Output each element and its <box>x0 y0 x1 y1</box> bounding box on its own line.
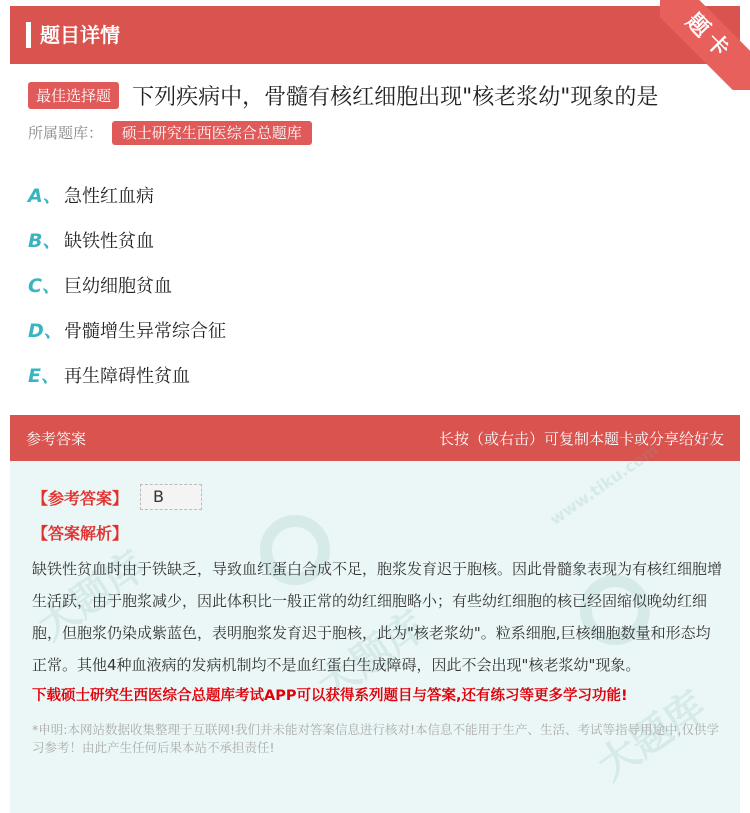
analysis-label: 【答案解析】 <box>32 524 129 543</box>
answer-header-title: 参考答案 <box>26 429 87 448</box>
share-hint: 长按（或右击）可复制本题卡或分享给好友 <box>438 429 724 448</box>
question-text: 下列疾病中，骨髓有核红细胞出现"核老浆幼"现象的是 <box>132 85 659 110</box>
option-letter: C、 <box>28 275 61 297</box>
bank-label: 所属题库： <box>28 124 104 142</box>
option-d[interactable] <box>28 307 728 352</box>
option-e[interactable] <box>28 352 728 397</box>
page-title: 题目详情 <box>40 23 120 47</box>
question-type-tag: 最佳选择题 <box>28 82 119 109</box>
header-bar <box>10 6 740 64</box>
watermark-domain: www.tiku.com <box>546 440 662 529</box>
option-letter: B、 <box>28 230 62 252</box>
option-text: 骨髓增生异常综合征 <box>64 320 226 342</box>
analysis-text: 缺铁性贫血时由于铁缺乏，导致血红蛋白合成不足，胞浆发育迟于胞核。因此骨髓象表现为有核红细胞增生活跃，由于胞浆减少，因此体积比一般正常的幼红细胞略小；有些幼红细胞的核已经固缩似晚幼红细胞，但胞浆仍染成紫蓝色，表明胞浆发育迟于胞核，此为"核老浆幼"。粒系细胞,巨核细胞数量和形态均正常。其他4种血液病的发病机制均不是血红蛋白生成障碍，因此不会出现"核老浆幼"现象。 <box>32 560 723 674</box>
options-list <box>28 172 728 397</box>
option-c[interactable] <box>28 262 728 307</box>
app-download-link[interactable]: 下载硕士研究生西医综合总题库考试APP可以获得系列题目与答案,还有练习等更多学习功能! <box>32 688 628 704</box>
answer-header <box>10 415 740 461</box>
watermark-text: 大题库 <box>29 543 155 650</box>
question-bank <box>28 120 312 146</box>
reference-answer-value: B <box>140 484 202 510</box>
option-b[interactable] <box>28 217 728 262</box>
header-accent <box>26 22 31 48</box>
option-text: 缺铁性贫血 <box>64 230 154 252</box>
option-letter: E、 <box>28 365 60 387</box>
corner-ribbon <box>660 0 750 90</box>
option-letter: D、 <box>28 320 63 342</box>
option-text: 巨幼细胞贫血 <box>64 275 172 297</box>
question <box>28 80 728 111</box>
reference-answer <box>32 483 718 511</box>
answer-panel <box>10 415 740 813</box>
reference-answer-label: 【参考答案】 <box>32 488 129 508</box>
watermark-text: 大题库 <box>589 683 715 790</box>
disclaimer: *申明:本网站数据收集整理于互联网!我们并未能对答案信息进行核对!本信息不能用于生产、生活、考试等指导用途中,仅供学习参考！由此产生任何后果本站不承担责任! <box>32 722 719 755</box>
option-text: 急性红血病 <box>64 185 154 207</box>
option-text: 再生障碍性贫血 <box>64 365 190 387</box>
bank-link[interactable]: 硕士研究生西医综合总题库 <box>112 121 312 145</box>
option-letter: A、 <box>28 185 62 207</box>
ribbon-label: 题卡 <box>660 0 750 90</box>
answer-body <box>10 461 740 757</box>
option-a[interactable] <box>28 172 728 217</box>
watermark-text: 大题库 <box>309 603 435 710</box>
